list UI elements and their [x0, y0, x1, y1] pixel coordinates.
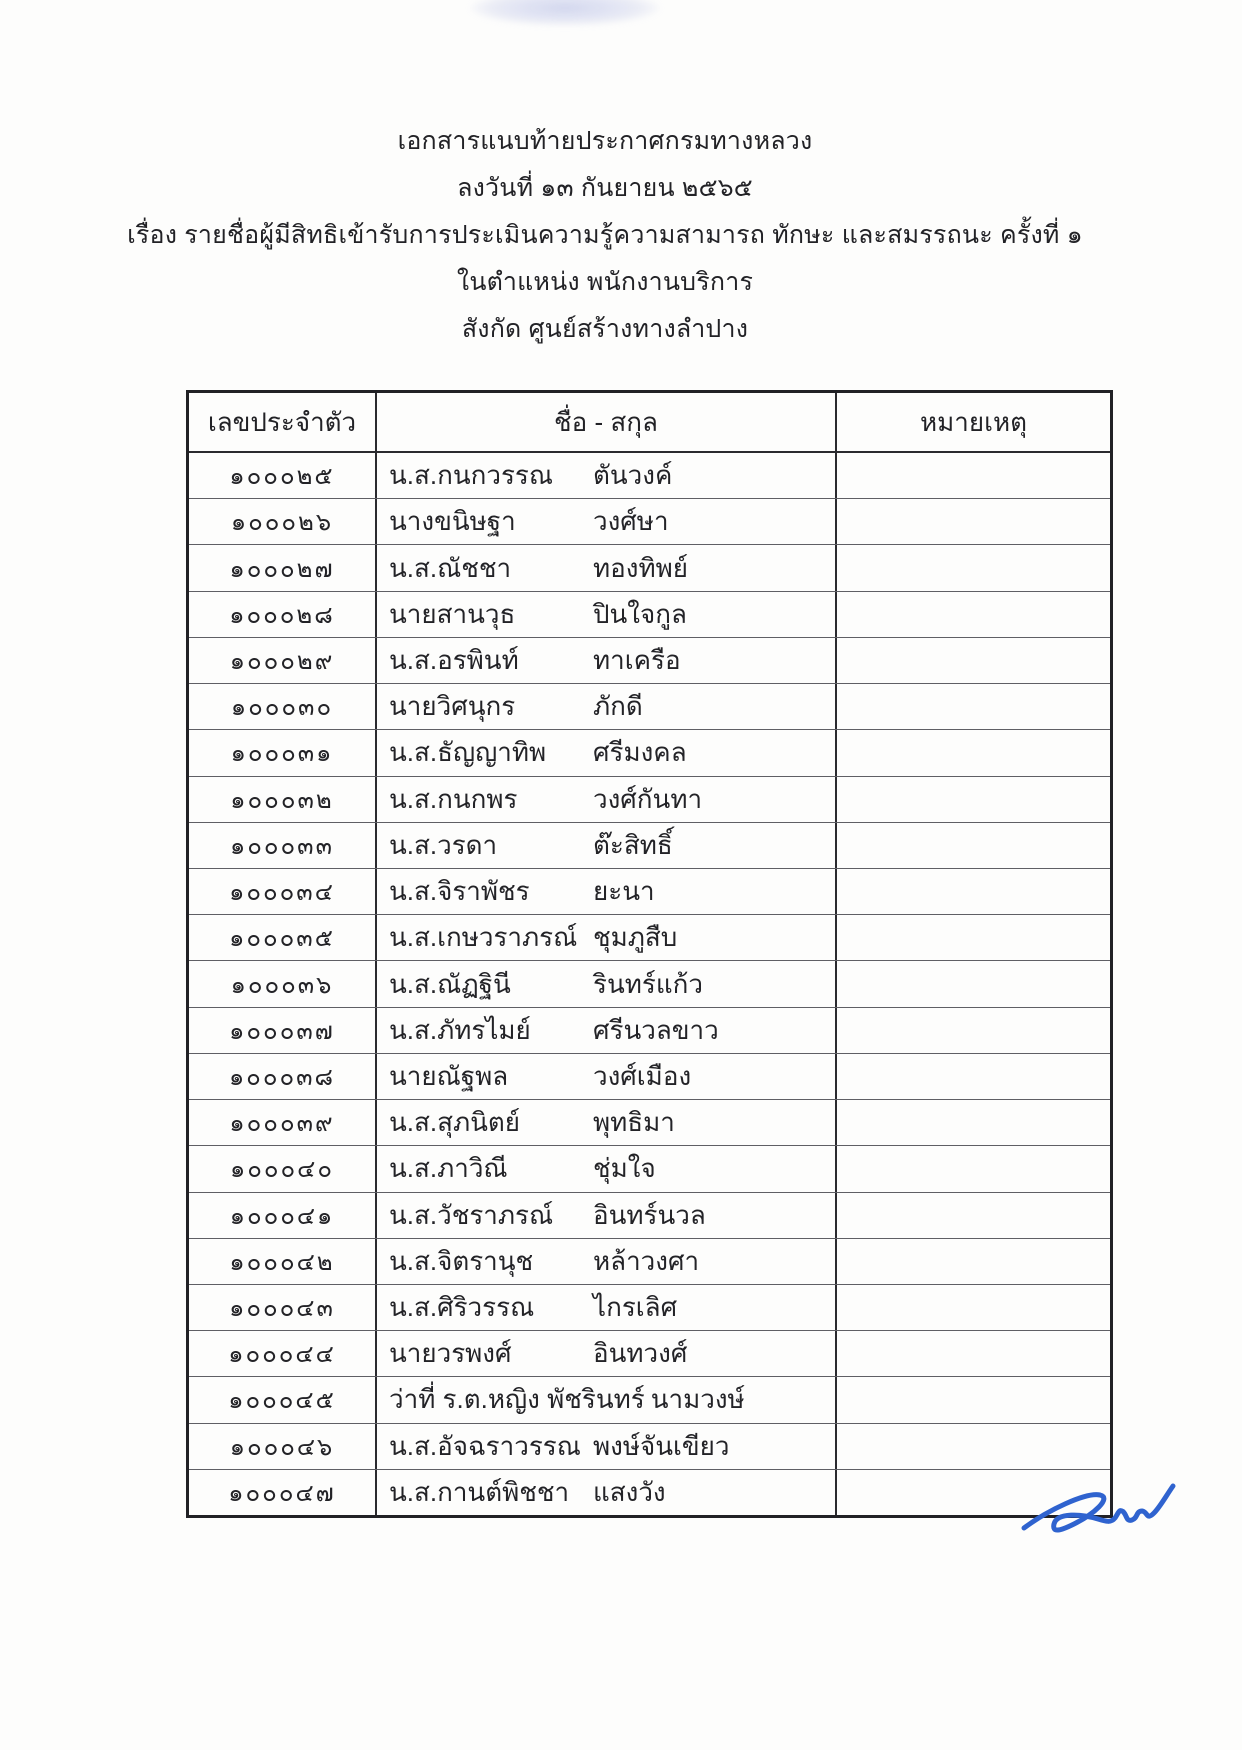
cell-name [377, 1054, 837, 1099]
table-row [189, 1053, 1110, 1099]
cell-remark [837, 869, 1110, 914]
table-header-row [189, 393, 1110, 453]
table-row [189, 868, 1110, 914]
table-row [189, 1007, 1110, 1053]
cell-id [189, 592, 377, 637]
applicant-id: ๑๐๐๐๔๐ [230, 1156, 334, 1184]
surname: ภักดี [593, 691, 643, 722]
header-position: ในตำแหน่ง พนักงานบริการ [456, 268, 754, 296]
applicant-id: ๑๐๐๐๓๗ [229, 1017, 335, 1045]
surname: อินทวงศ์ [593, 1338, 688, 1369]
table-row [189, 822, 1110, 868]
signature-scribble [1018, 1478, 1178, 1558]
cell-name [377, 730, 837, 775]
cell-remark [837, 1424, 1110, 1469]
cell-name [377, 638, 837, 683]
surname: ชุมภูสืบ [593, 922, 678, 953]
applicant-id: ๑๐๐๐๔๑ [229, 1202, 335, 1230]
cell-id [189, 777, 377, 822]
col-header-name: ชื่อ - สกุล [377, 393, 837, 451]
cell-name [377, 499, 837, 544]
surname: วงศ์เมือง [593, 1060, 692, 1091]
surname: วงศ์กันทา [593, 783, 703, 814]
surname: ต๊ะสิทธิ์ [593, 829, 673, 860]
cell-name [377, 1470, 837, 1515]
cell-remark [837, 1146, 1110, 1191]
cell-remark [837, 453, 1110, 498]
cell-remark [837, 545, 1110, 590]
surname: ทาเครือ [593, 644, 681, 675]
cell-remark [837, 592, 1110, 637]
cell-name [377, 1146, 837, 1191]
applicant-id: ๑๐๐๐๒๕ [229, 463, 335, 491]
header-date: ลงวันที่ ๑๓ กันยายน ๒๕๖๕ [457, 174, 753, 202]
cell-remark [837, 1239, 1110, 1284]
given-name: น.ส.สุภนิตย์ [389, 1107, 520, 1138]
table-row [189, 498, 1110, 544]
cell-name [377, 453, 837, 498]
surname: ศรีมงคล [593, 737, 687, 768]
cell-name [377, 961, 837, 1006]
given-name: น.ส.กนกพร [389, 783, 518, 814]
surname: ทองทิพย์ [593, 552, 688, 583]
given-name: น.ส.ณัชชา [389, 552, 512, 583]
cell-name [377, 869, 837, 914]
cell-id [189, 730, 377, 775]
cell-name [377, 1285, 837, 1330]
applicant-id: ๑๐๐๐๓๙ [229, 1110, 335, 1138]
cell-name [377, 1100, 837, 1145]
cell-remark [837, 684, 1110, 729]
cell-id [189, 684, 377, 729]
cell-remark [837, 1331, 1110, 1376]
cell-name [377, 1008, 837, 1053]
table-body [189, 453, 1110, 1515]
cell-name [377, 915, 837, 960]
cell-id [189, 961, 377, 1006]
applicant-id: ๑๐๐๐๔๗ [228, 1479, 336, 1507]
cell-remark [837, 1008, 1110, 1053]
cell-name [377, 1424, 837, 1469]
applicant-id: ๑๐๐๐๓๘ [228, 1063, 336, 1091]
surname: อินทร์นวล [593, 1199, 706, 1230]
given-name: น.ส.ภัทรไมย์ [389, 1014, 531, 1045]
cell-name [377, 1377, 837, 1422]
surname: หล้าวงศา [593, 1245, 700, 1276]
cell-name [377, 777, 837, 822]
header-title: เอกสารแนบท้ายประกาศกรมทางหลวง [397, 127, 813, 155]
applicant-id: ๑๐๐๐๒๙ [229, 647, 335, 675]
surname: พงษ์จันเขียว [593, 1430, 730, 1461]
applicant-id: ๑๐๐๐๔๖ [229, 1433, 335, 1461]
table-row [189, 1376, 1110, 1422]
given-name: น.ส.อัจฉราวรรณ [389, 1430, 581, 1461]
applicant-id: ๑๐๐๐๓๑ [230, 740, 334, 768]
applicant-id: ๑๐๐๐๒๘ [229, 601, 335, 629]
table-row [189, 544, 1110, 590]
given-name: น.ส.วัชราภรณ์ [389, 1199, 554, 1230]
table-row [189, 591, 1110, 637]
cell-remark [837, 1100, 1110, 1145]
cell-id [189, 1146, 377, 1191]
given-name: น.ส.กานต์พิชชา [389, 1476, 570, 1507]
cell-remark [837, 730, 1110, 775]
table-row [189, 1145, 1110, 1191]
cell-name [377, 545, 837, 590]
table-row [189, 1330, 1110, 1376]
given-name: น.ส.ศิริวรรณ [389, 1292, 535, 1323]
header-division: สังกัด ศูนย์สร้างทางลำปาง [461, 315, 749, 343]
surname: นามวงษ์ [650, 1384, 745, 1415]
surname: ศรีนวลขาว [593, 1014, 719, 1045]
cell-id [189, 1239, 377, 1284]
col-header-remark: หมายเหตุ [919, 406, 1028, 437]
given-name: นางขนิษฐา [389, 506, 516, 537]
surname: ยะนา [593, 876, 655, 907]
given-name: นายณัฐพล [389, 1060, 509, 1091]
document-header [30, 118, 1180, 353]
cell-id [189, 1285, 377, 1330]
cell-remark [837, 1377, 1110, 1422]
given-name: น.ส.กนกวรรณ [389, 460, 553, 491]
applicant-id: ๑๐๐๐๓๖ [230, 971, 334, 999]
cell-remark [837, 638, 1110, 683]
given-name: น.ส.วรดา [389, 829, 498, 860]
table-row [189, 453, 1110, 498]
cell-id [189, 1470, 377, 1515]
cell-id [189, 638, 377, 683]
cell-id [189, 869, 377, 914]
given-name: น.ส.อรพินท์ [389, 644, 519, 675]
cell-remark [837, 777, 1110, 822]
scan-smudge [470, 0, 660, 26]
cell-remark [837, 1193, 1110, 1238]
cell-remark [837, 823, 1110, 868]
surname: ไกรเลิศ [593, 1292, 678, 1323]
cell-id [189, 1377, 377, 1422]
cell-id [189, 915, 377, 960]
signature-stroke [1024, 1486, 1173, 1530]
cell-remark [837, 961, 1110, 1006]
table-row [189, 637, 1110, 683]
applicant-id: ๑๐๐๐๔๔ [228, 1341, 336, 1369]
applicant-id: ๑๐๐๐๓๐ [230, 694, 334, 722]
surname: รินทร์แก้ว [593, 968, 703, 999]
cell-id [189, 1054, 377, 1099]
cell-id [189, 1193, 377, 1238]
cell-name [377, 823, 837, 868]
cell-name [377, 1239, 837, 1284]
cell-name [377, 592, 837, 637]
cell-remark [837, 1054, 1110, 1099]
given-name: นายวรพงศ์ [389, 1338, 512, 1369]
cell-id [189, 453, 377, 498]
given-name: นายสานวุธ [389, 598, 516, 629]
table-row [189, 683, 1110, 729]
applicant-id: ๑๐๐๐๒๖ [230, 509, 334, 537]
cell-remark [837, 915, 1110, 960]
cell-id [189, 499, 377, 544]
surname: ปินใจกูล [593, 598, 687, 629]
applicant-id: ๑๐๐๐๓๒ [230, 786, 334, 814]
cell-name [377, 1193, 837, 1238]
cell-id [189, 545, 377, 590]
col-header-id: เลขประจำตัว [189, 393, 377, 451]
table-row [189, 1284, 1110, 1330]
table-row [189, 960, 1110, 1006]
given-name: น.ส.ธัญญาทิพ [389, 737, 547, 768]
surname: ชุ่มใจ [593, 1153, 656, 1184]
cell-id [189, 1100, 377, 1145]
applicant-id: ๑๐๐๐๓๓ [230, 832, 334, 860]
cell-id [189, 1424, 377, 1469]
table-row [189, 914, 1110, 960]
cell-id [189, 823, 377, 868]
given-name: น.ส.จิราพัชร [389, 876, 530, 907]
cell-remark [837, 1285, 1110, 1330]
given-name: น.ส.ณัฏฐินี [389, 968, 511, 999]
surname: วงศ์ษา [593, 506, 669, 537]
table-row [189, 1192, 1110, 1238]
applicant-id: ๑๐๐๐๓๔ [229, 879, 335, 907]
applicant-id: ๑๐๐๐๒๗ [229, 555, 335, 583]
given-name: นายวิศนุกร [389, 691, 516, 722]
given-name: น.ส.ภาวิณี [389, 1153, 508, 1184]
applicant-id: ๑๐๐๐๔๒ [229, 1248, 335, 1276]
header-subject: เรื่อง รายชื่อผู้มีสิทธิเข้ารับการประเมินความรู้ความสามารถ ทักษะ และสมรรถนะ ครั้งที่ ๑ [127, 221, 1083, 249]
cell-id [189, 1331, 377, 1376]
table-row [189, 776, 1110, 822]
applicant-id: ๑๐๐๐๔๓ [229, 1295, 335, 1323]
table-row [189, 729, 1110, 775]
given-name: น.ส.จิตรานุช [389, 1245, 534, 1276]
applicant-id: ๑๐๐๐๓๕ [229, 925, 335, 953]
cell-name [377, 1331, 837, 1376]
surname: ตันวงค์ [593, 460, 673, 491]
table-row [189, 1423, 1110, 1469]
cell-remark [837, 499, 1110, 544]
cell-name [377, 684, 837, 729]
surname: พุทธิมา [593, 1107, 675, 1138]
cell-id [189, 1008, 377, 1053]
applicant-id: ๑๐๐๐๔๕ [228, 1387, 336, 1415]
table-row [189, 1238, 1110, 1284]
applicants-table [186, 390, 1113, 1518]
table-row [189, 1099, 1110, 1145]
table-row [189, 1469, 1110, 1515]
given-name: ว่าที่ ร.ต.หญิง พัชรินทร์ [389, 1384, 645, 1415]
given-name: น.ส.เกษวราภรณ์ [389, 922, 578, 953]
surname: แสงวัง [593, 1476, 666, 1507]
